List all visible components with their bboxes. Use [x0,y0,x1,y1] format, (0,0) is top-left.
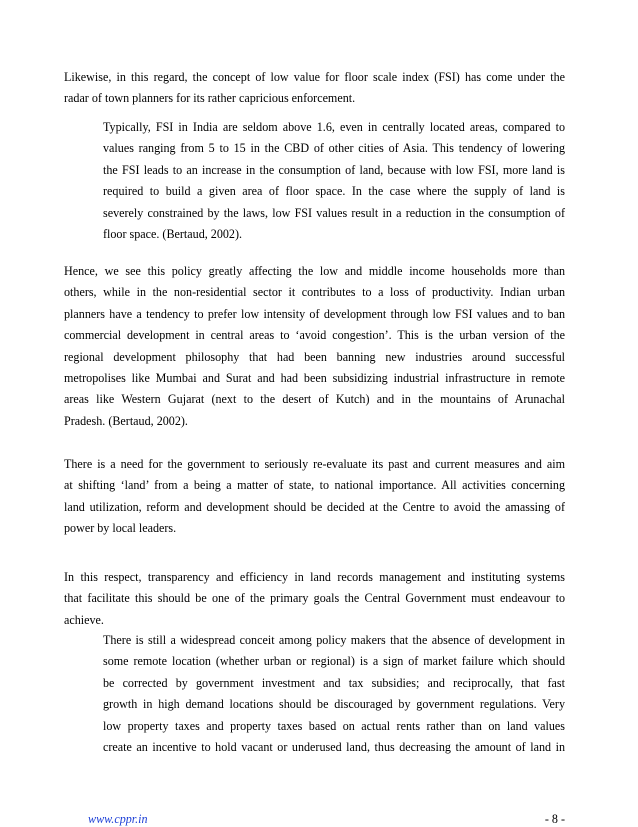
text-line: There is a need for the government to seriously re-evaluate its past and current measures and aim [64,457,565,471]
text-line: Typically, FSI in India are seldom above 1.6, even in centrally located areas, compared to [103,120,565,134]
text-line: Pradesh. (Bertaud, 2002). [64,413,188,428]
text-line: Likewise, in this regard, the concept of low value for floor scale index (FSI) has come under the [64,70,565,84]
text-line: Hence, we see this policy greatly affecting the low and middle income households more than [64,264,565,278]
text-line: that facilitate this should be one of the primary goals the Central Government must endeavour to [64,591,565,606]
paragraph-conceit-quote [103,630,565,758]
text-line: planners have a tendency to prefer low intensity of development through low FSI values and to ban [64,306,565,321]
text-line: areas like Western Gujarat (next to the desert of Kutch) and in the mountains of Arunachal [64,392,565,407]
text-line: be corrected by government investment and tax subsidies; and reciprocally, that fast [103,675,565,690]
paragraph-government-reevaluate [64,454,565,540]
text-line: at shifting ‘land’ from a being a matter of state, to national importance. All activities concerning [64,478,565,493]
text-line: achieve. [64,612,104,627]
text-line: floor space. (Bertaud, 2002). [103,226,243,241]
text-line: land utilization, reform and development should be decided at the Centre to avoid the amassing of [64,499,565,514]
text-line: There is still a widespread conceit among policy makers that the absence of development in [103,633,565,647]
text-line: low property taxes and property taxes based on actual rents rather than on land values [103,718,565,733]
text-line: power by local leaders. [64,521,177,536]
text-line: regional development philosophy that had been banning new industries around successful [64,349,565,364]
text-line: others, while in the non-residential sector it contributes to a loss of productivity. Indian urban [64,285,565,300]
paragraph-fsi-intro [64,67,565,110]
text-line: the FSI leads to an increase in the consumption of land, because with low FSI, more land is [103,162,565,177]
paragraph-transparency [64,567,565,631]
text-line: some remote location (whether urban or regional) is a sign of market failure which should [103,654,565,669]
text-line: In this respect, transparency and efficiency in land records management and instituting systems [64,570,565,584]
text-line: severely constrained by the laws, low FSI values result in a reduction in the consumption of [103,205,565,220]
paragraph-fsi-quote [103,117,565,245]
text-line: metropolises like Mumbai and Surat and had been subsidizing industrial infrastructure in remote [64,370,565,385]
paragraph-policy-impact [64,261,565,432]
text-line: required to build a given area of floor space. In the case where the supply of land is [103,184,565,199]
text-line: values ranging from 5 to 15 in the CBD of other cities of Asia. This tendency of lowering [103,141,565,156]
text-line: commercial development in central areas to ‘avoid congestion’. This is the urban version of the [64,328,565,343]
text-line: radar of town planners for its rather capricious enforcement. [64,91,356,106]
text-line: create an incentive to hold vacant or underused land, thus decreasing the amount of land in [103,739,565,754]
text-line: growth in high demand locations should be discouraged by government regulations. Very [103,697,565,712]
footer-website-link[interactable]: www.cppr.in [88,812,148,826]
page-number: - 8 - [544,812,565,826]
